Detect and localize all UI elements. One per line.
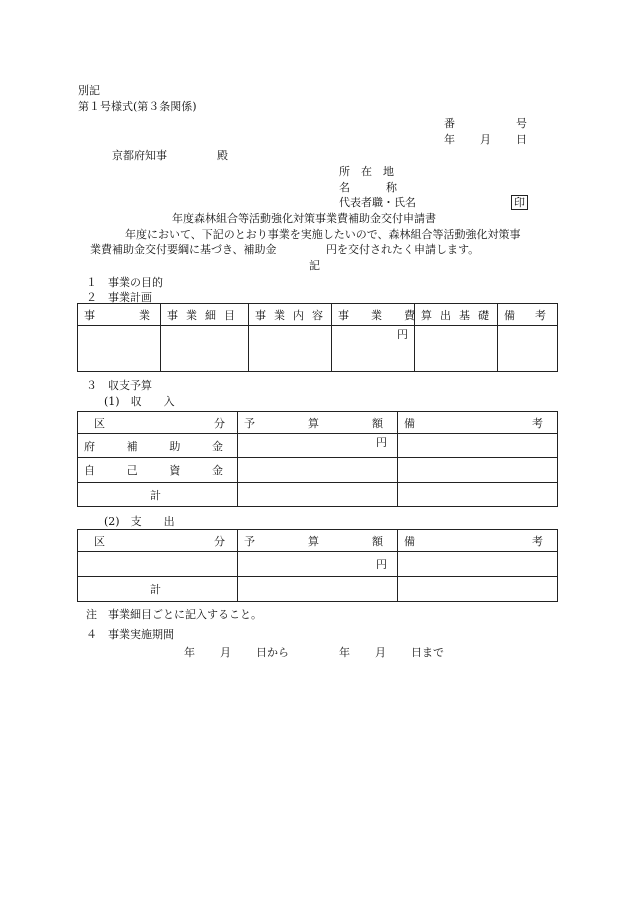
plan-header-jigyo-1: 事 bbox=[84, 308, 95, 322]
income-table-header bbox=[78, 412, 558, 434]
attachment-label: 別記 bbox=[78, 84, 100, 97]
expense-table bbox=[77, 529, 558, 602]
plan-header-cell bbox=[498, 304, 566, 326]
expense-total-label: 計 bbox=[78, 577, 238, 602]
plan-header-jigyo-2: 業 bbox=[139, 308, 150, 322]
income-amount-cell[interactable] bbox=[238, 458, 398, 483]
income-remarks-cell[interactable] bbox=[398, 458, 558, 483]
applicant-address-label: 所 在 地 bbox=[339, 165, 394, 178]
expense-table-header bbox=[78, 530, 558, 552]
expense-header-amount: 予 算 額 bbox=[238, 530, 398, 552]
plan-table-header bbox=[78, 304, 558, 326]
period-year-2: 年 bbox=[339, 646, 350, 659]
form-number: 第１号様式(第３条関係) bbox=[78, 100, 197, 113]
expense-total-remarks-cell[interactable] bbox=[398, 577, 558, 602]
section-2-plan: ２ 事業計画 bbox=[86, 291, 152, 304]
plan-header-cell bbox=[78, 304, 161, 326]
income-total-row bbox=[78, 483, 558, 507]
expense-category-cell[interactable] bbox=[78, 552, 238, 577]
plan-header-remarks: 備考 bbox=[504, 308, 566, 322]
addressee-honorific: 殿 bbox=[217, 149, 228, 162]
plan-header-cell bbox=[161, 304, 249, 326]
expense-label: (2) 支 出 bbox=[104, 515, 175, 528]
document-title: 年度森林組合等活動強化対策事業費補助金交付申請書 bbox=[172, 212, 436, 225]
income-header-amount: 予 算 額 bbox=[238, 412, 398, 434]
plan-header-cell bbox=[332, 304, 437, 326]
income-yen-unit: 円 bbox=[376, 436, 387, 449]
income-amount-cell[interactable] bbox=[238, 434, 398, 458]
expense-row bbox=[78, 552, 558, 577]
income-row bbox=[78, 458, 558, 483]
plan-header-cell bbox=[415, 304, 498, 326]
income-header-remarks: 備 考 bbox=[398, 412, 558, 434]
plan-table-row bbox=[78, 326, 558, 372]
income-label: (1) 収 入 bbox=[104, 395, 175, 408]
number-label-2: 号 bbox=[516, 117, 527, 130]
plan-cell-basis[interactable] bbox=[415, 326, 498, 372]
plan-cell-project[interactable] bbox=[78, 326, 161, 372]
income-total-label: 計 bbox=[78, 483, 238, 507]
plan-cell-content[interactable] bbox=[249, 326, 332, 372]
expense-yen-unit: 円 bbox=[376, 558, 387, 571]
plan-cell-detail[interactable] bbox=[161, 326, 249, 372]
plan-yen-unit: 円 bbox=[397, 328, 408, 341]
income-row-label: 自 己 資 金 bbox=[78, 458, 238, 483]
plan-table bbox=[77, 303, 566, 372]
plan-cell-cost[interactable] bbox=[332, 326, 415, 372]
plan-header-detail: 事業細目 bbox=[167, 308, 243, 322]
plan-header-cost: 事業費 bbox=[338, 308, 437, 322]
expense-amount-cell[interactable] bbox=[238, 552, 398, 577]
period-day-to: 日まで bbox=[411, 646, 444, 659]
expense-header-category: 区 分 bbox=[78, 530, 238, 552]
income-row bbox=[78, 434, 558, 458]
section-1-purpose: １ 事業の目的 bbox=[86, 276, 163, 289]
addressee-name: 京都府知事 bbox=[112, 149, 167, 162]
income-table bbox=[77, 411, 558, 507]
expense-remarks-cell[interactable] bbox=[398, 552, 558, 577]
income-total-amount-cell[interactable] bbox=[238, 483, 398, 507]
applicant-name-label-1: 名 bbox=[339, 181, 350, 194]
number-label-1: 番 bbox=[444, 117, 455, 130]
section-4-period: ４ 事業実施期間 bbox=[86, 628, 174, 641]
income-header-ku: 区 bbox=[94, 416, 105, 430]
income-row-label: 府 補 助 金 bbox=[78, 434, 238, 458]
period-year-1: 年 bbox=[184, 646, 195, 659]
expense-total-row bbox=[78, 577, 558, 602]
expense-header-remarks: 備 考 bbox=[398, 530, 558, 552]
ki-heading: 記 bbox=[309, 259, 320, 272]
date-day-label: 日 bbox=[516, 133, 527, 146]
body-line-2b: 円を交付されたく申請します。 bbox=[326, 243, 480, 256]
note-text: 注 事業細目ごとに記入すること。 bbox=[86, 608, 262, 621]
income-header-bun: 分 bbox=[214, 416, 225, 430]
period-month-2: 月 bbox=[375, 646, 386, 659]
income-total-remarks-cell[interactable] bbox=[398, 483, 558, 507]
plan-header-content: 事業内容 bbox=[255, 308, 331, 322]
date-month-label: 月 bbox=[480, 133, 491, 146]
seal-mark bbox=[511, 195, 528, 210]
plan-cell-remarks[interactable] bbox=[498, 326, 558, 372]
seal-text: 印 bbox=[511, 195, 528, 210]
applicant-name-label-2: 称 bbox=[386, 181, 397, 194]
period-month-1: 月 bbox=[220, 646, 231, 659]
income-header-category bbox=[78, 412, 238, 434]
body-line-1: 年度において、下記のとおり事業を実施したいので、森林組合等活動強化対策事 bbox=[125, 228, 521, 241]
expense-total-amount-cell[interactable] bbox=[238, 577, 398, 602]
section-3-budget: ３ 収支予算 bbox=[86, 379, 152, 392]
period-day-from: 日から bbox=[256, 646, 289, 659]
income-remarks-cell[interactable] bbox=[398, 434, 558, 458]
date-year-label: 年 bbox=[444, 133, 455, 146]
body-line-2a: 業費補助金交付要綱に基づき、補助金 bbox=[90, 243, 277, 256]
plan-header-cell bbox=[249, 304, 332, 326]
plan-header-basis: 算出基礎 bbox=[421, 308, 497, 322]
applicant-representative-label: 代表者職・氏名 bbox=[339, 196, 416, 209]
